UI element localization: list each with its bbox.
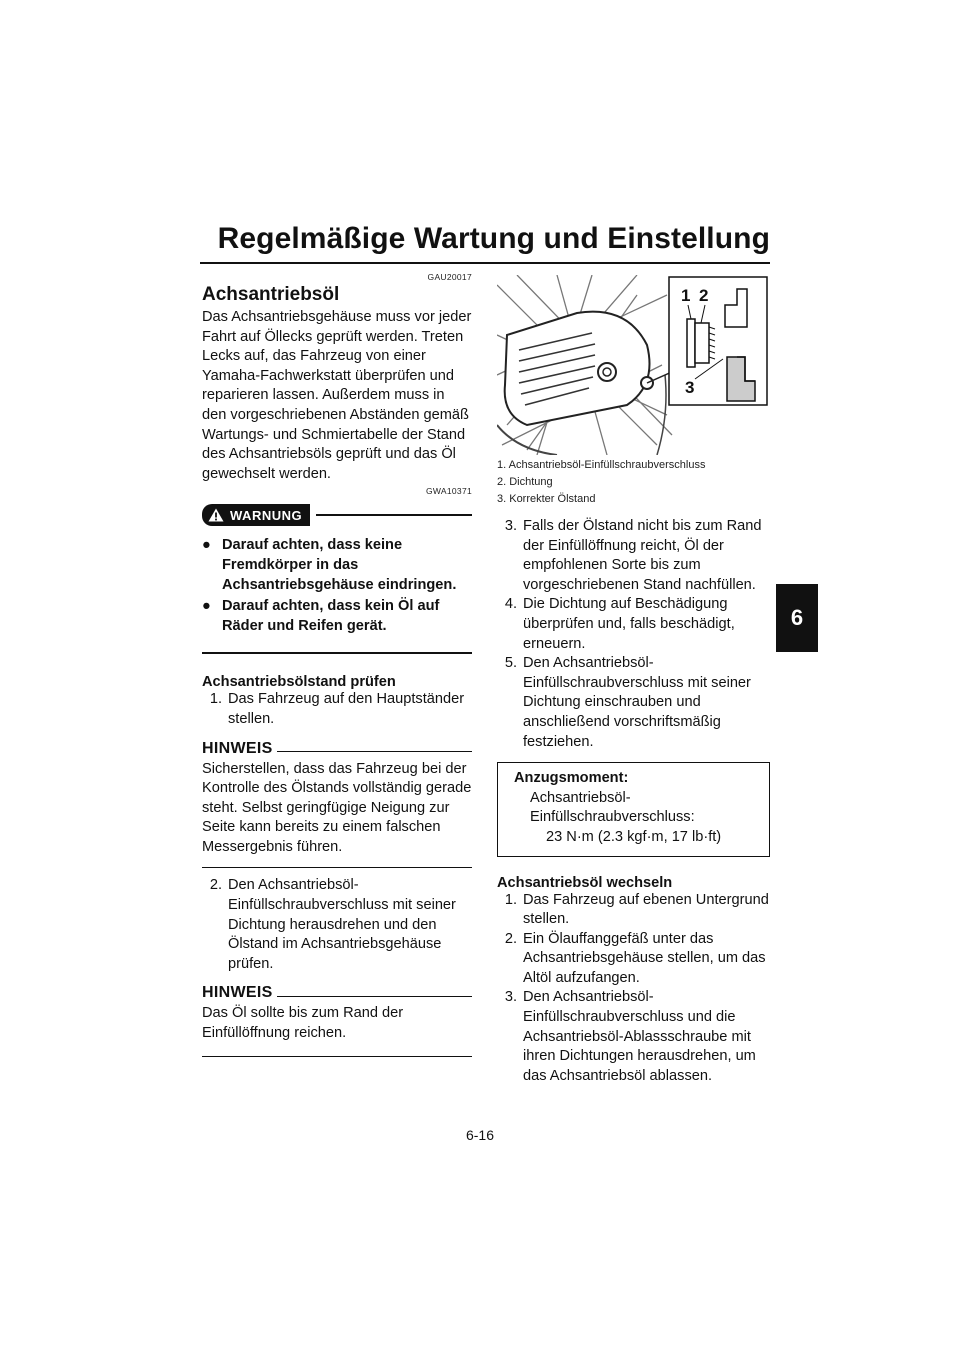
- page-number: 6-16: [465, 1127, 495, 1143]
- right-column: [497, 517, 770, 1086]
- figure-label: 1: [681, 286, 691, 305]
- note-rule: [277, 996, 472, 997]
- section-title: Achsantriebsöl: [202, 284, 340, 305]
- note-body: Sicherstellen, dass das Fahrzeug bei der Kontrolle des Ölstands vollständig gerade steht. Selbst geringfügige Neigung zur Seite kann bereits zu einem falschen Messergebnis führen.: [202, 760, 472, 869]
- section-code: GAU20017: [427, 272, 472, 282]
- note-label: HINWEIS: [202, 739, 273, 757]
- header-rule: [200, 262, 770, 264]
- note-header: [202, 740, 472, 758]
- caption: 1. Achsantriebsöl-Einfüllschraubverschluss: [497, 459, 706, 471]
- chapter-tab: 6: [776, 584, 818, 652]
- note-body: Das Öl sollte bis zum Rand der Einfüllöffnung reichen.: [202, 1004, 472, 1056]
- step-item: 3. Den Achsantriebsöl-Einfüllschraubverschluss und die Achsantriebsöl-Ablassschraube mit ihren Dichtungen herausdrehen, um das Achsantriebsöl ablassen.: [504, 989, 756, 1084]
- warning-triangle-icon: [208, 508, 224, 522]
- caption: 2. Dichtung: [497, 476, 553, 488]
- note-rule: [277, 751, 472, 752]
- warning-label: WARNUNG: [230, 507, 303, 523]
- warning-badge: [202, 504, 310, 526]
- warning-item: ● Darauf achten, dass kein Öl auf Räder und Reifen gerät.: [202, 597, 472, 636]
- torque-item: Achsantriebsöl-Einfüllschraubverschluss:: [530, 789, 695, 826]
- change-subtitle: Achsantriebsöl wechseln: [497, 874, 673, 891]
- figure-captions: [497, 457, 770, 508]
- final-drive-illustration: [497, 275, 770, 455]
- note-header: [202, 984, 472, 1002]
- step-item: 2. Den Achsantriebsöl-Einfüllschraubverschluss mit seiner Dichtung herausdrehen und den Ölstand im Achsantriebsgehäuse prüfen.: [209, 877, 456, 972]
- warning-item: ● Darauf achten, dass keine Fremdkörper in das Achsantriebsgehäuse eindringen.: [202, 536, 472, 595]
- check-subtitle: Achsantriebsölstand prüfen: [202, 674, 396, 691]
- torque-spec-box: [497, 762, 770, 856]
- bullet-icon: ●: [202, 598, 211, 615]
- bullet-icon: ●: [202, 537, 211, 554]
- page-header-title: Regelmäßige Wartung und Einstellung: [217, 222, 770, 255]
- warning-rule: [316, 514, 472, 516]
- figure-label: 3: [685, 378, 695, 397]
- warning-list: [202, 536, 472, 654]
- warning-header: [202, 504, 472, 526]
- torque-value: 23 N·m (2.3 kgf·m, 17 lb·ft): [546, 828, 722, 845]
- caption: 3. Korrekter Ölstand: [497, 493, 596, 505]
- warning-code: GWA10371: [425, 486, 472, 497]
- left-column: [202, 272, 472, 1057]
- step-item: 5. Den Achsantriebsöl-Einfüllschraubverschluss mit seiner Dichtung einschrauben und anschließend vorschriftsmäßig festziehen.: [504, 655, 751, 750]
- step-item: 1. Das Fahrzeug auf den Hauptständer stellen.: [209, 691, 465, 727]
- step-item: 2. Ein Ölauffanggefäß unter das Achsantriebsgehäuse stellen, um das Altöl aufzufangen.: [504, 930, 766, 986]
- step-item: 1. Das Fahrzeug auf ebenen Untergrund stellen.: [504, 891, 769, 928]
- note-label: HINWEIS: [202, 984, 273, 1002]
- torque-heading: Anzugsmoment:: [514, 770, 629, 787]
- intro-paragraph: Das Achsantriebsgehäuse muss vor jeder Fahrt auf Öllecks geprüft werden. Treten Lecks auf, das Fahrzeug von einer Yamaha-Fachwerkstatt überprüfen und reparieren lassen. Außerdem muss in den vorgeschriebenen Abständen gemäß Wartungs- und Schmiertabelle der Stand des Achsantriebsöls geprüft und das Öl gewechselt werden.: [202, 309, 472, 482]
- step-item: 3. Falls der Ölstand nicht bis zum Rand der Einfüllöffnung reicht, Öl der empfohlenen Sorte bis zum vorgeschriebenen Stand nachfüllen.: [504, 518, 762, 593]
- figure-label: 2: [699, 286, 709, 305]
- step-item: 4. Die Dichtung auf Beschädigung überprüfen und, falls beschädigt, erneuern.: [504, 596, 735, 652]
